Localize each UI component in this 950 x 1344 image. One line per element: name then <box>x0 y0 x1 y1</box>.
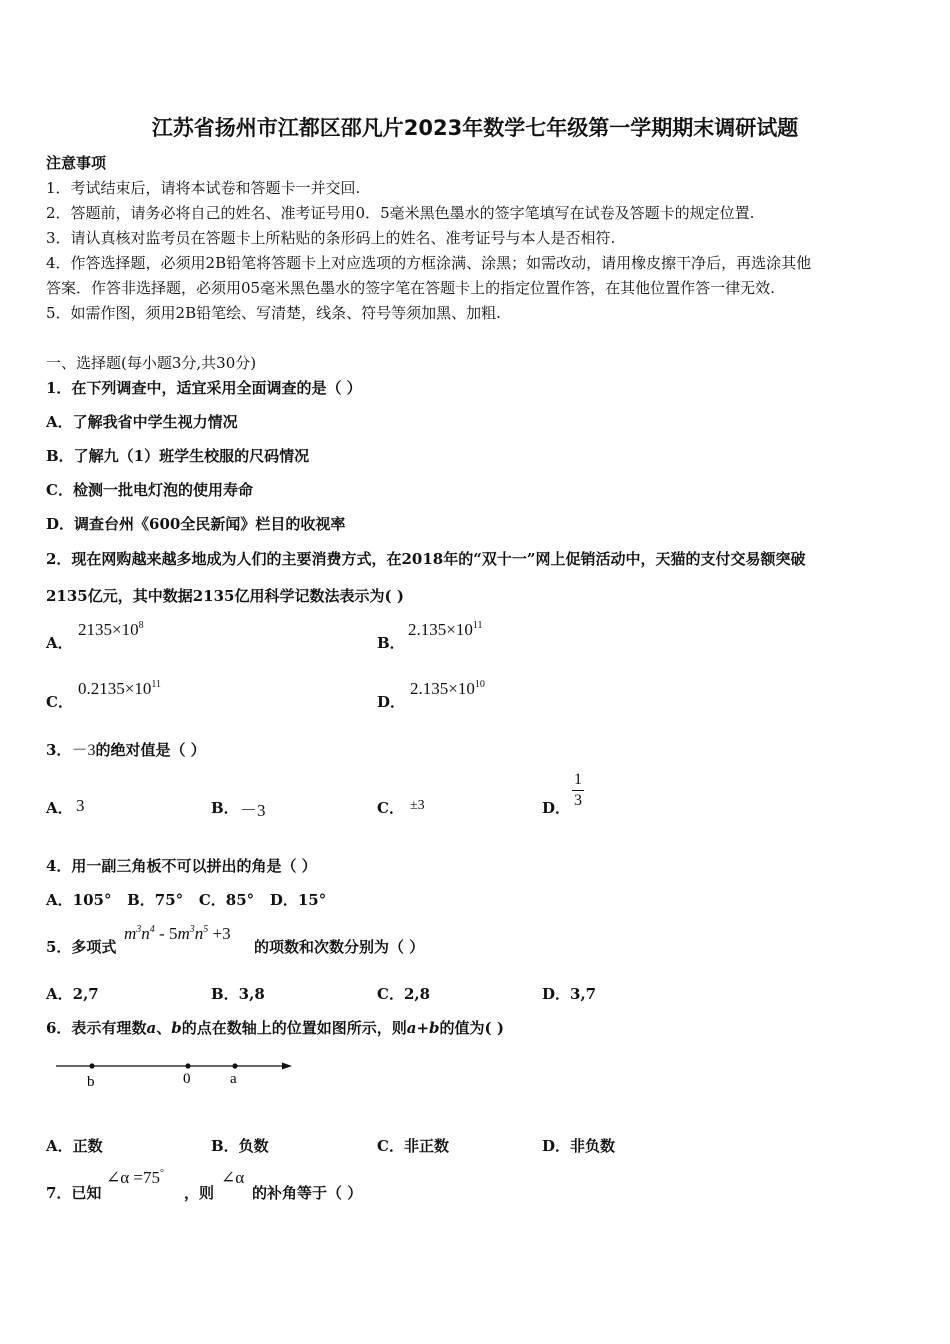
question-5-option-a: A．2,7 <box>46 985 99 1003</box>
notice-item: 1．考试结束后，请将本试卷和答题卡一并交回. <box>46 179 361 197</box>
question-2-option-c-expr: $0.2135\times 10^{11}$ <box>78 679 161 698</box>
question-5-stem-prefix: 5．多项式 <box>46 938 117 956</box>
label-a: a <box>230 1071 237 1087</box>
question-2-stem-line2: 2135亿元，其中数据2135亿用科学记数法表示为( ) <box>46 587 404 605</box>
point-b <box>89 1063 94 1068</box>
question-5-stem-suffix: 的项数和次数分别为（ ） <box>254 938 425 956</box>
question-6-option-c: C．非正数 <box>377 1137 449 1155</box>
notice-item: 5．如需作图，须用2B铅笔绘、写清楚，线条、符号等须加黑、加粗. <box>46 304 501 322</box>
question-7-angle-expr: ∠α =75° <box>106 1168 164 1187</box>
question-1-option-b: B．了解九（1）班学生校服的尺码情况 <box>46 447 310 465</box>
question-2-option-a-expr: $2135\times 10^8$ <box>78 620 144 639</box>
question-3-option-b-label: B． <box>211 799 239 817</box>
notice-item: 2．答题前，请务必将自己的姓名、准考证号用0．5毫米黑色墨水的签字笔填写在试卷及答题卡的规定位置. <box>46 204 755 222</box>
page-title: 江苏省扬州市江都区邵凡片2023年数学七年级第一学期期末调研试题 <box>151 116 799 140</box>
notice-item: 3．请认真核对监考员在答题卡上所粘贴的条形码上的姓名、准考证号与本人是否相符. <box>46 229 616 247</box>
question-2-option-d-expr: $2.135\times 10^{10}$ <box>410 679 485 698</box>
question-2-option-b-label: B． <box>377 634 405 652</box>
question-5-option-b: B．3,8 <box>211 985 265 1003</box>
notice-heading: 注意事项 <box>46 154 107 172</box>
question-6-option-d: D．非负数 <box>542 1137 616 1155</box>
number-line-figure <box>48 1052 298 1092</box>
question-6-option-a: A．正数 <box>46 1137 103 1155</box>
question-3-option-b-value: －3 <box>240 801 266 820</box>
question-1-option-d: D．调查台州《600全民新闻》栏目的收视率 <box>46 515 346 533</box>
question-3-option-a-value: 3 <box>76 796 85 815</box>
question-1-option-c: C．检测一批电灯泡的使用寿命 <box>46 481 253 499</box>
question-3-option-c-value: ±3 <box>410 798 425 813</box>
question-7-angle-alpha: ∠α <box>221 1168 245 1187</box>
question-1-option-a: A．了解我省中学生视力情况 <box>46 413 238 431</box>
question-3-option-d-label: D． <box>542 799 571 817</box>
question-6-stem: 6．表示有理数a、b的点在数轴上的位置如图所示，则a+b的值为( ) <box>46 1019 504 1037</box>
question-2-option-a-label: A． <box>46 634 73 652</box>
question-5-option-d: D．3,7 <box>542 985 597 1003</box>
question-5-polynomial: $m^3n^4 - 5m^3n^5 +3$ <box>124 924 231 943</box>
question-7-comma: ，则 <box>184 1184 215 1202</box>
label-zero: 0 <box>183 1071 191 1087</box>
point-a <box>232 1063 237 1068</box>
notice-item: 4．作答选择题，必须用2B铅笔将答题卡上对应选项的方框涂满、涂黑；如需改动，请用橡皮擦干净后，再选涂其他 <box>46 254 812 272</box>
question-3-option-c-label: C． <box>377 799 404 817</box>
question-2-option-c-label: C． <box>46 693 73 711</box>
number-line-arrow-icon <box>282 1063 292 1070</box>
notice-item: 答案．作答非选择题，必须用05毫米黑色墨水的签字笔在答题卡上的指定位置作答，在其他位置作答一律无效. <box>46 279 775 297</box>
point-zero <box>185 1063 190 1068</box>
question-3-stem: 3．－3的绝对值是（ ） <box>46 741 206 759</box>
question-2-stem-line1: 2．现在网购越来越多地成为人们的主要消费方式，在2018年的“双十一”网上促销活动中，天猫的支付交易额突破 <box>46 550 806 568</box>
question-4-stem: 4．用一副三角板不可以拼出的角是（ ） <box>46 857 317 875</box>
question-2-option-b-expr: $2.135\times 10^{11}$ <box>408 620 483 639</box>
section-heading: 一、选择题(每小题3分,共30分) <box>46 354 257 372</box>
question-1-stem: 1．在下列调查中，适宜采用全面调查的是（ ） <box>46 379 362 397</box>
question-4-options: A．105° B．75° C．85° D．15° <box>46 891 327 909</box>
question-6-option-b: B．负数 <box>211 1137 269 1155</box>
question-7-stem-suffix: 的补角等于（ ） <box>252 1184 363 1202</box>
question-2-option-d-label: D． <box>377 693 406 711</box>
question-3-option-a-label: A． <box>46 799 73 817</box>
question-7-stem-prefix: 7．已知 <box>46 1184 102 1202</box>
label-b: b <box>87 1074 95 1090</box>
question-3-option-d-fraction: $\frac{1}{3}$ <box>574 771 582 809</box>
question-5-option-c: C．2,8 <box>377 985 431 1003</box>
